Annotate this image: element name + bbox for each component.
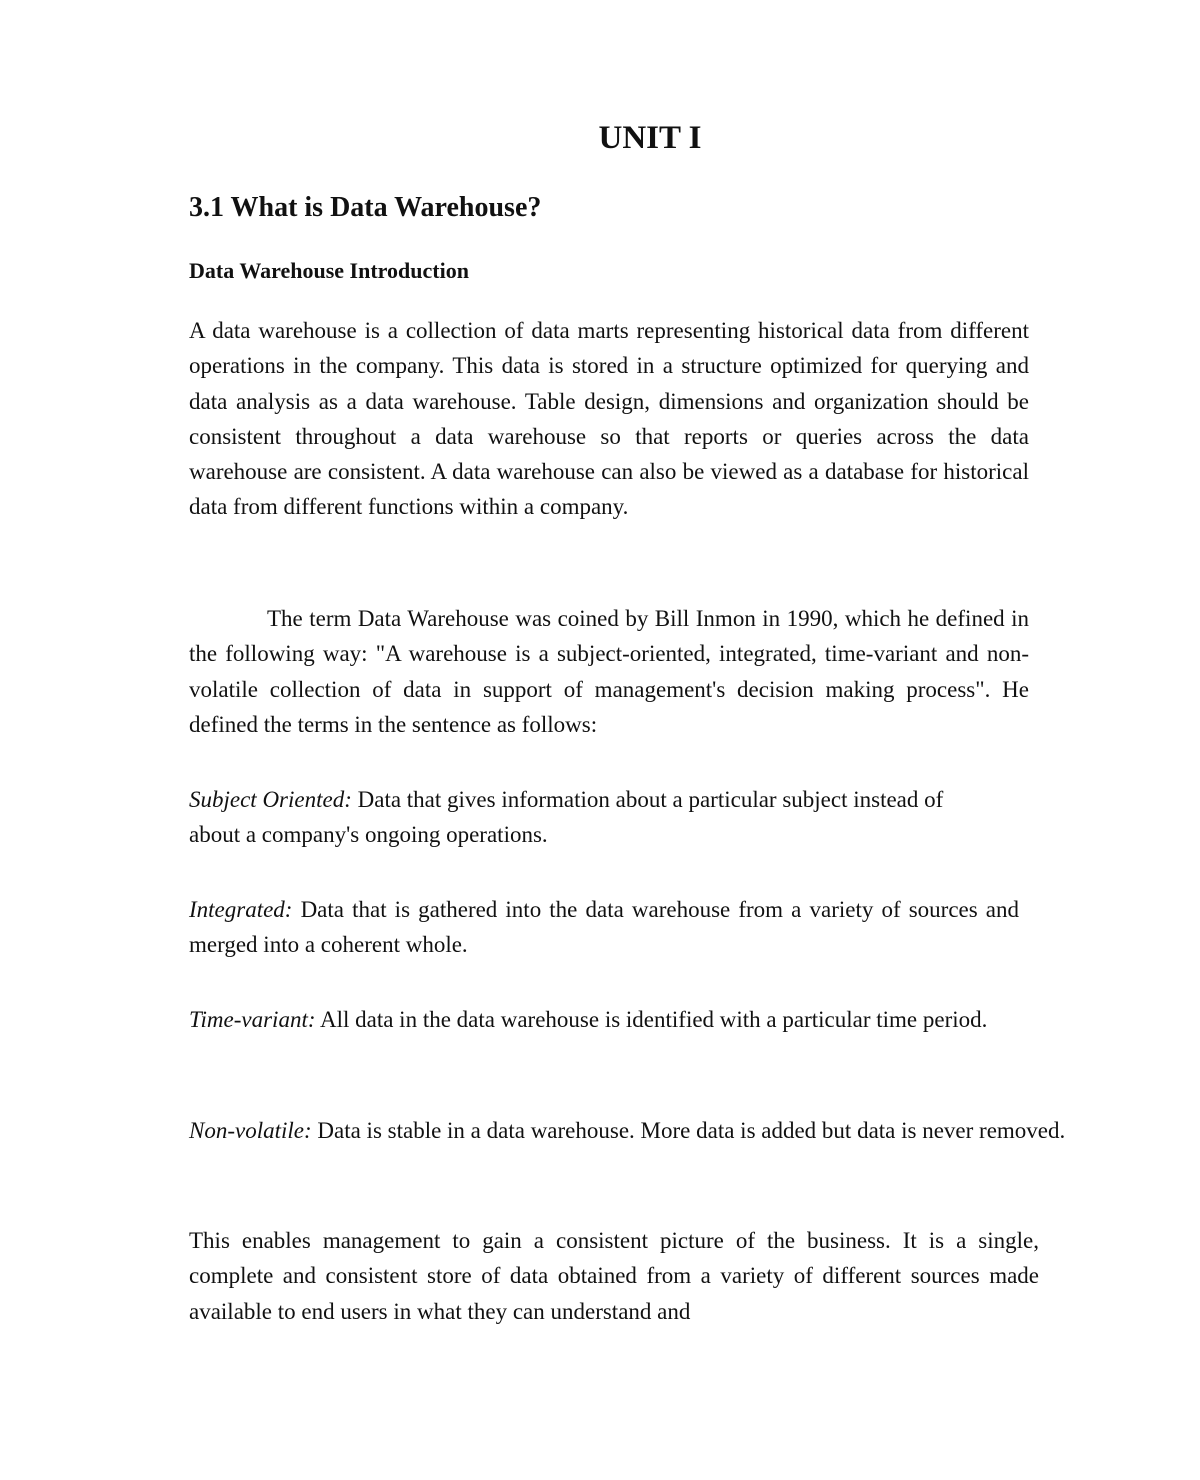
definition-text: Data that gives information about a particular subject instead of about a company's ongoing operations. [189, 787, 944, 848]
definition-non-volatile [189, 1113, 1107, 1148]
definition-text: Data that is gathered into the data warehouse from a variety of sources and merged into a coherent whole. [189, 897, 1019, 958]
intro-paragraph: A data warehouse is a collection of data marts representing historical data from different operations in the company. This data is stored in a structure optimized for querying and data analysis as a data warehouse. Table design, dimensions and organization should be consistent throughout a data warehouse so that reports or queries across the data warehouse are consistent. A data warehouse can also be viewed as a database for historical data from different functions within a company. [189, 318, 1029, 520]
definition-integrated [189, 892, 1019, 963]
definition-term: Subject Oriented: [189, 787, 352, 812]
unit-title: UNIT I [598, 120, 702, 156]
definition-text: Data is stable in a data warehouse. More data is added but data is never removed. [311, 1118, 1066, 1143]
definition-text: All data in the data warehouse is identified with a particular time period. [315, 1007, 988, 1032]
definition-term: Integrated: [189, 897, 293, 922]
term-origin-paragraph: The term Data Warehouse was coined by Bill Inmon in 1990, which he defined in the following way: "A warehouse is a subject-oriented, integrated, time-variant and non-volatile collection of data in support of management's decision making process". He defined the terms in the sentence as follows: [189, 606, 1029, 737]
definition-subject-oriented [189, 782, 989, 853]
definition-time-variant [189, 1002, 1107, 1037]
section-heading: 3.1 What is Data Warehouse? [189, 192, 542, 223]
enables-paragraph: This enables management to gain a consistent picture of the business. It is a single, complete and consistent store of data obtained from a variety of different sources made available to end users in what they can understand and [189, 1228, 1039, 1324]
definition-term: Non-volatile: [189, 1118, 312, 1143]
definition-term: Time-variant: [189, 1007, 316, 1032]
sub-heading: Data Warehouse Introduction [189, 258, 469, 283]
